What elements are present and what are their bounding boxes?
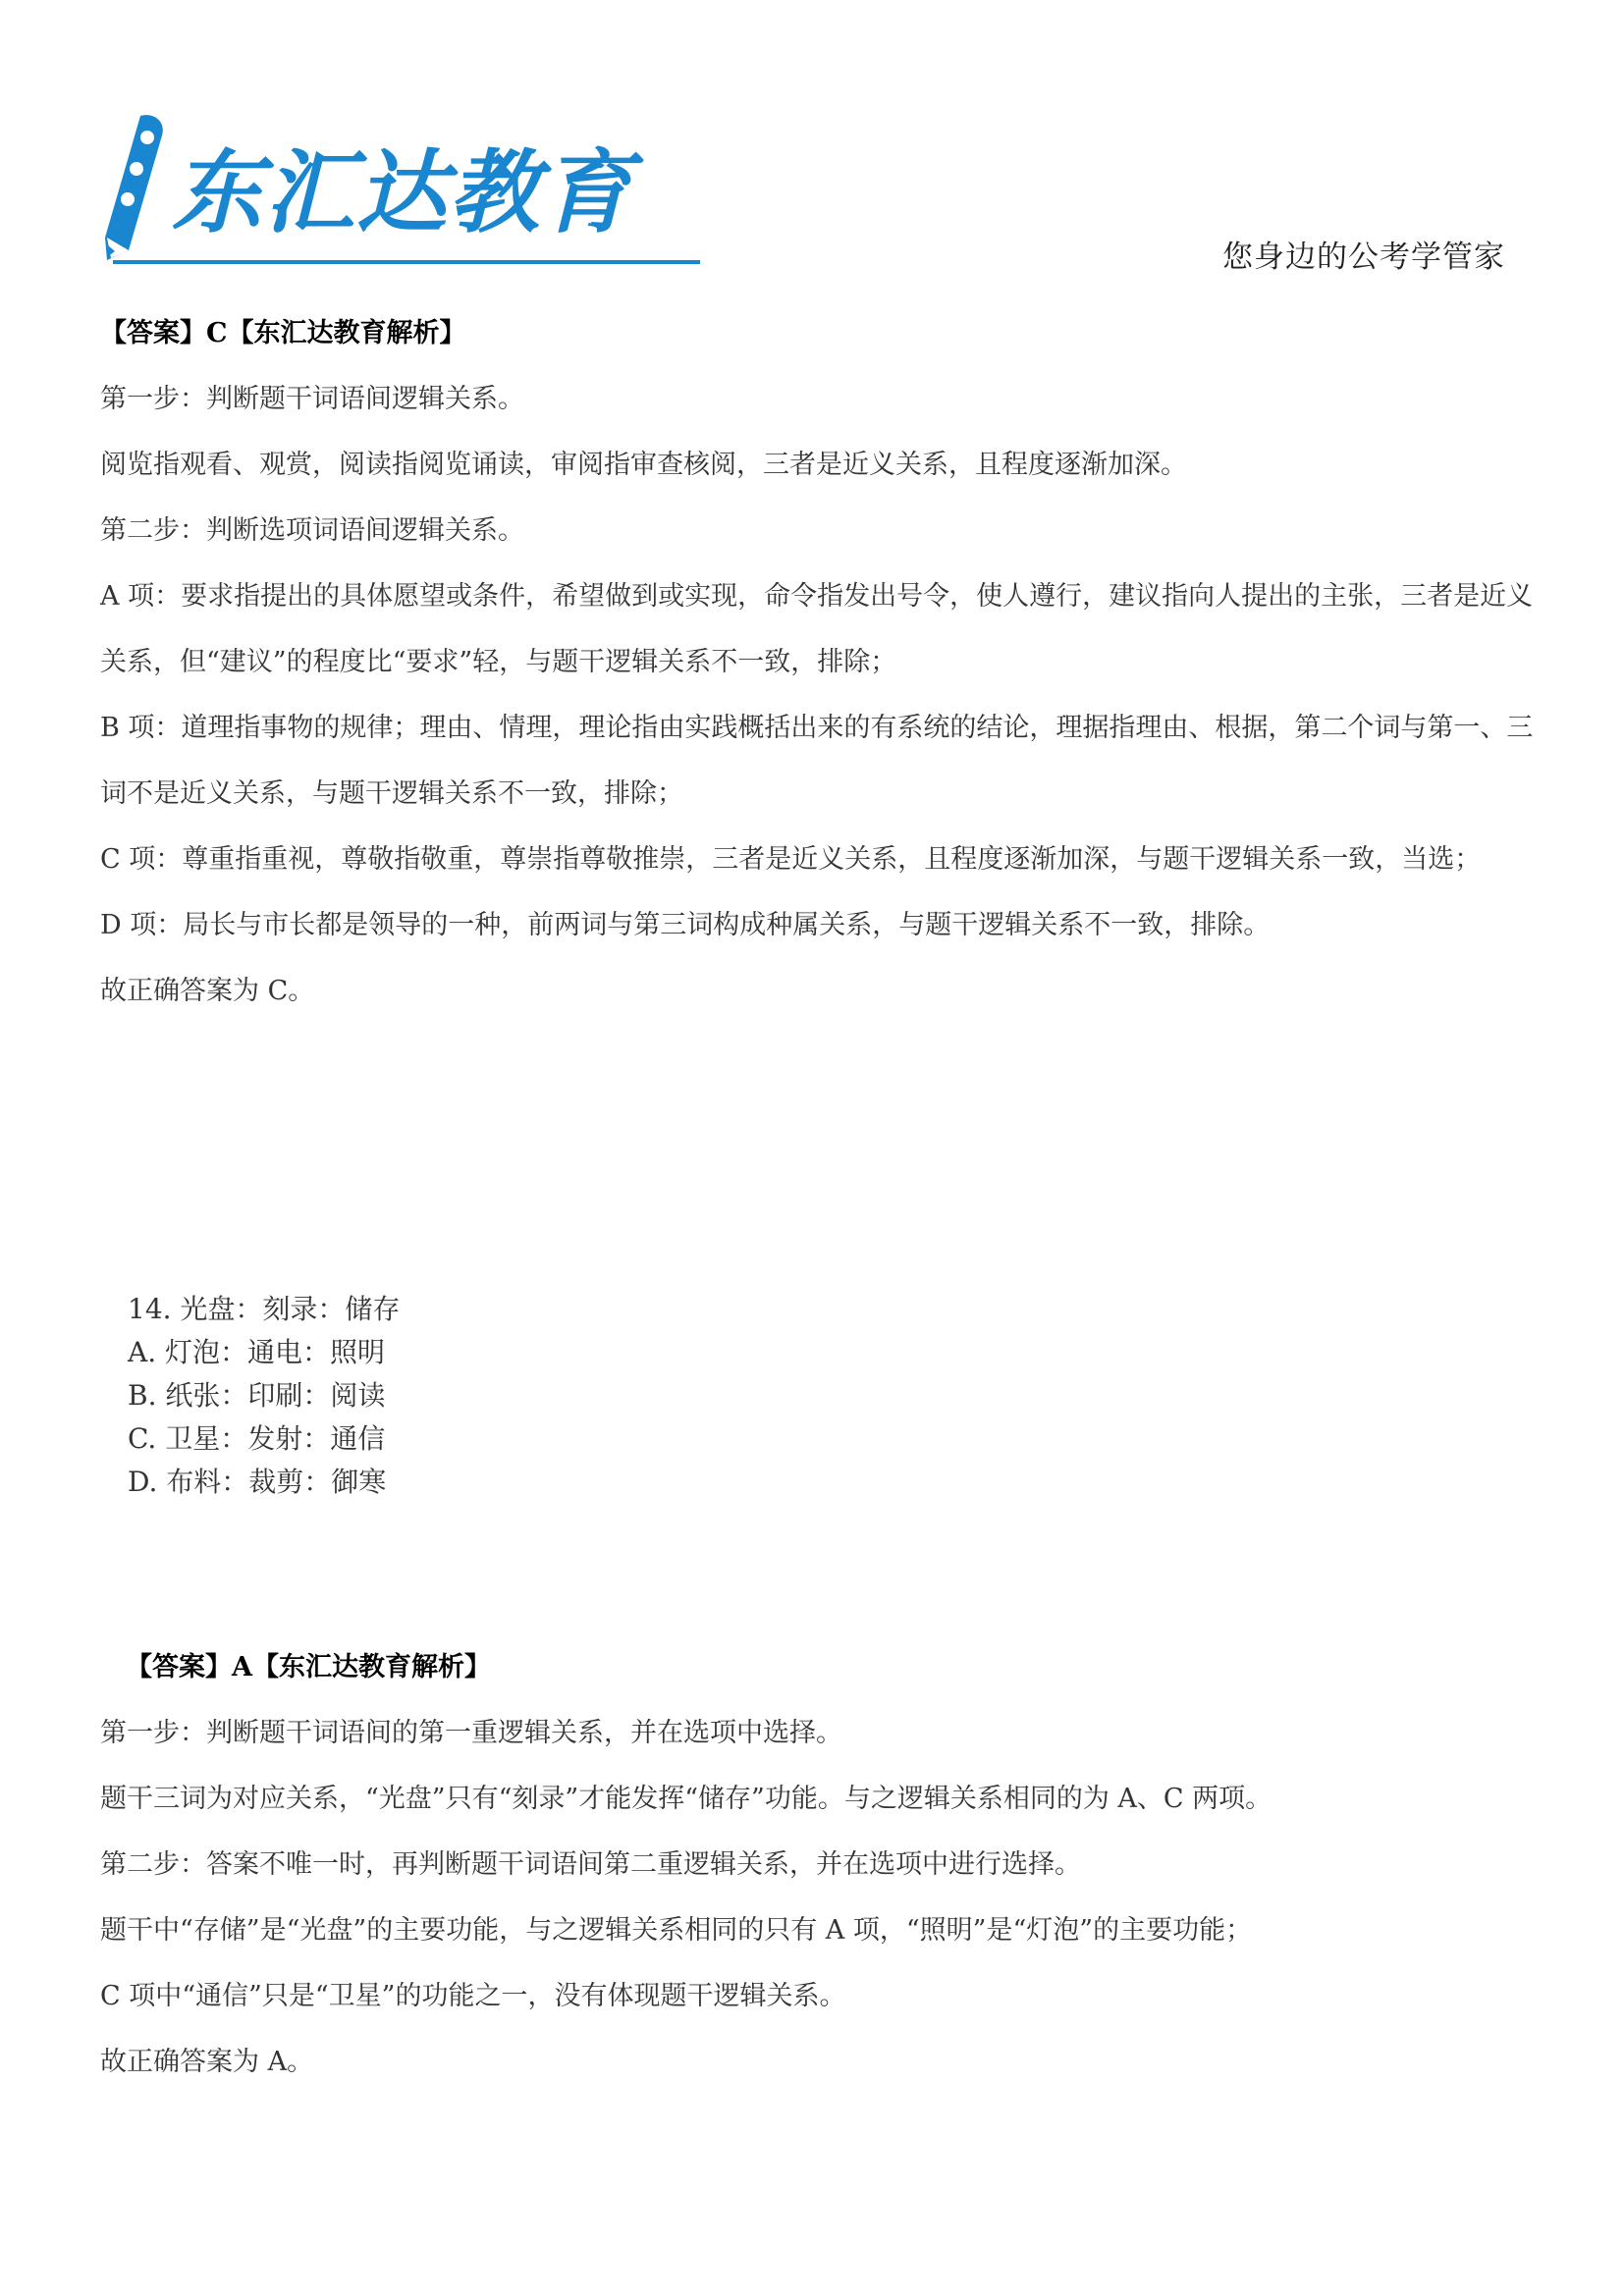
analysis-line: A 项：要求指提出的具体愿望或条件，希望做到或实现，命令指发出号令，使人遵行，建议指向人提出的主张，三者是近义关系，但“建议”的程度比“要求”轻，与题干逻辑关系不一致，排除；: [100, 581, 1534, 677]
analysis-line: 阅览指观看、观赏，阅读指阅览诵读，审阅指审查核阅，三者是近义关系，且程度逐渐加深。: [100, 450, 1187, 480]
analysis-line: C 项中“通信”只是“卫星”的功能之一，没有体现题干逻辑关系。: [100, 1981, 846, 2011]
brand-logo: [93, 108, 712, 270]
analysis-line: D 项：局长与市长都是领导的一种，前两词与第三词构成种属关系，与题干逻辑关系不一致，排除。: [100, 910, 1271, 940]
page-header: [0, 0, 1624, 294]
pen-icon: [105, 115, 163, 260]
analysis-section-2: [100, 1634, 1543, 2095]
tagline: 您身边的公考学管家: [1222, 240, 1505, 275]
option-a: A. 灯泡：通电：照明: [128, 1336, 386, 1368]
question-stem: 14. 光盘：刻录：储存: [128, 1293, 401, 1325]
analysis-line: B 项：道理指事物的规律；理由、情理，理论指由实践概括出来的有系统的结论，理据指理由、根据，第二个词与第一、三词不是近义关系，与题干逻辑关系不一致，排除；: [100, 713, 1534, 809]
analysis-line: 第二步：答案不唯一时，再判断题干词语间第二重逻辑关系，并在选项中进行选择。: [100, 1849, 1081, 1880]
analysis-line: 题干中“存储”是“光盘”的主要功能，与之逻辑关系相同的只有 A 项，“照明”是“灯泡”的主要功能；: [100, 1915, 1253, 1946]
analysis-line: C 项：尊重指重视，尊敬指敬重，尊崇指尊敬推崇，三者是近义关系，且程度逐渐加深，与题干逻辑关系一致，当选；: [100, 844, 1482, 875]
question-14: [128, 1288, 1571, 1504]
logo-underline: [113, 260, 700, 264]
option-b: B. 纸张：印刷：阅读: [128, 1379, 386, 1412]
analysis-line: 第一步：判断题干词语间逻辑关系。: [100, 384, 524, 414]
analysis-line: 第一步：判断题干词语间的第一重逻辑关系，并在选项中选择。: [100, 1718, 842, 1748]
analysis-line: 故正确答案为 A。: [100, 2047, 314, 2077]
logo-text: 东汇达教育: [172, 140, 634, 245]
answer-heading: 【答案】A【东汇达教育解析】: [126, 1652, 491, 1682]
analysis-line: 故正确答案为 C。: [100, 976, 315, 1006]
option-c: C. 卫星：发射：通信: [128, 1422, 386, 1455]
analysis-line: 第二步：判断选项词语间逻辑关系。: [100, 515, 524, 546]
analysis-section-1: [100, 300, 1543, 1024]
analysis-line: 题干三词为对应关系，“光盘”只有“刻录”才能发挥“储存”功能。与之逻辑关系相同的为 A、C 两项。: [100, 1784, 1272, 1814]
answer-heading: 【答案】C【东汇达教育解析】: [100, 318, 466, 348]
option-d: D. 布料：裁剪：御寒: [128, 1466, 387, 1498]
